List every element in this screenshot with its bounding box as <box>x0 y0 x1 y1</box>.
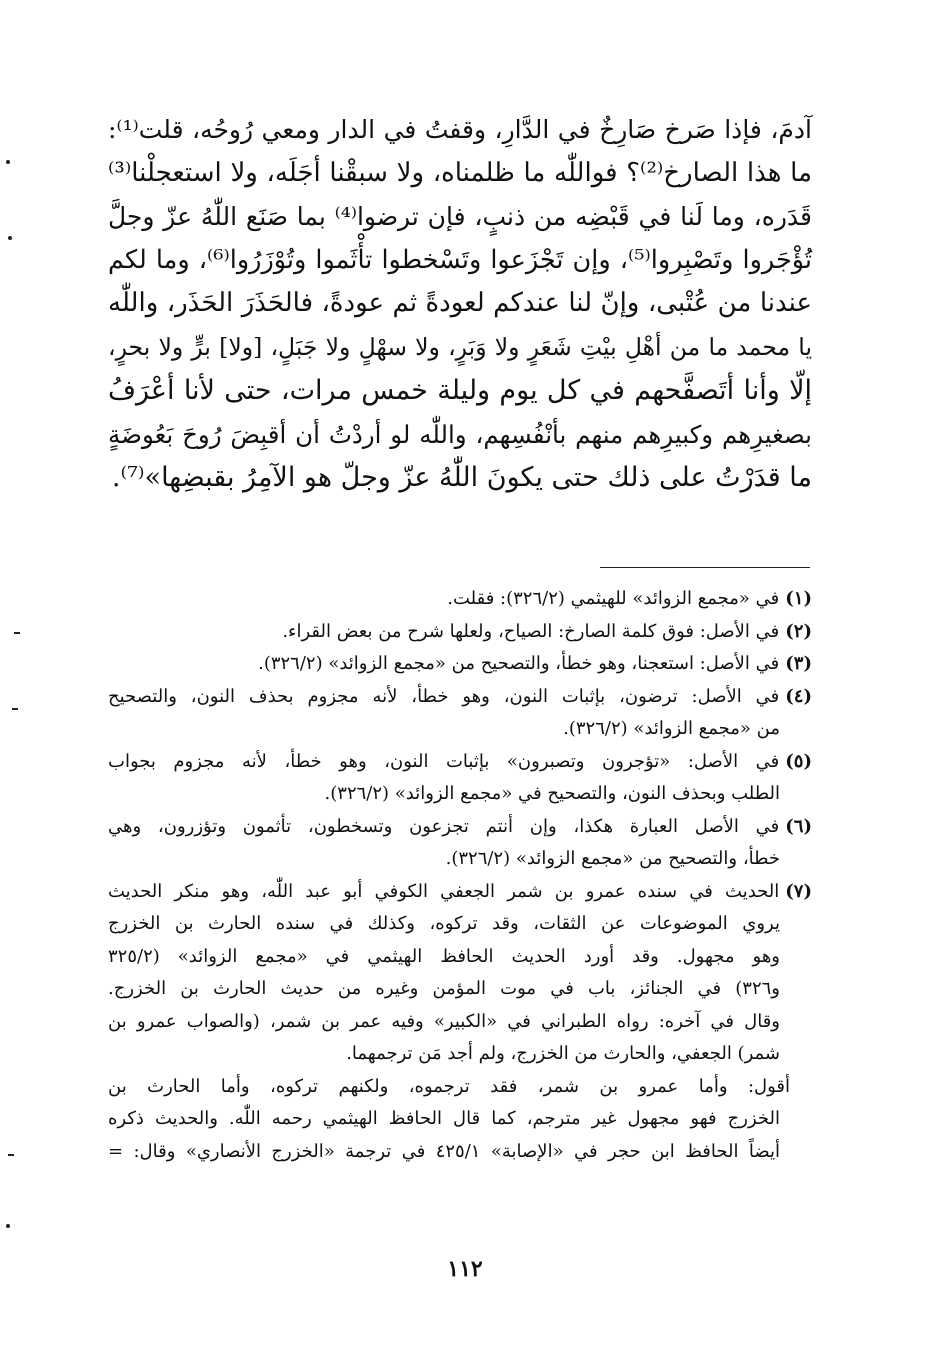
footnote-number: (٢) <box>785 620 812 642</box>
main-text-line: ما قدَرْتُ على ذلك حتى يكونَ اللّٰهُ عزّ وجلّ هو الآمِرُ بقبضِها»⁽⁷⁾. <box>111 462 812 493</box>
footnote-text: في الأصل: ترضون، بإثبات النون، وهو خطأ، لأنه مجزوم بحذف النون، والتصحيح <box>108 685 780 707</box>
footnote-number: (١) <box>785 588 812 609</box>
scan-speck <box>14 632 20 634</box>
scan-speck <box>8 1154 14 1156</box>
footnote-text: خطأ، والتصحيح من «مجمع الزوائد» (٣٢٦/٢). <box>445 848 780 869</box>
footnote-1 <box>108 583 812 616</box>
main-text-line: يا محمد ما من أهْلِ بيْتِ شَعَرٍ ولا وَبَرٍ، ولا سهْلٍ ولا جَبَلٍ، [ولا] برٍّ ولا بحرٍ، <box>108 332 812 361</box>
footnote-text: في الأصل العبارة هكذا، وإن أنتم تجزعون وتسخطون، تأثمون وتؤزرون، وهي <box>108 815 780 837</box>
main-text-line: بصغيرِهم وكبيرِهم منهم بأنْفُسِهم، واللّٰه لو أردْتُ أن أقبِضَ رُوحَ بَعُوضَةٍ <box>108 419 812 449</box>
footnote-text: في الأصل: فوق كلمة الصارخ: الصياح، ولعلها شرح من بعض القراء. <box>282 620 780 642</box>
footnote-text: وقال في آخره: رواه الطبراني في «الكبير» وفيه عمر بن شمر، (والصواب عمرو بن <box>108 1010 780 1032</box>
footnote-paragraph-line: أقول: وأما عمرو بن شمر، فقد ترجموه، ولكنهم تركوه، وأما الحارث بن <box>108 1075 790 1097</box>
main-text-line: آدمَ، فإذا صَرخ صَارِخٌ في الدَّارِ، وقفتُ في الدار ومعي رُوحُه، قلت⁽¹⁾: <box>108 115 812 144</box>
footnote-text: في الأصل: «تؤجرون وتصبرون» بإثبات النون، وهو خطأ، لأنه مجزوم بجواب <box>108 750 780 772</box>
footnote-text: شمر) الجعفي، والحارث من الخزرج، ولم أجد مَن ترجمهما. <box>346 1043 780 1064</box>
footnote-3 <box>108 648 812 681</box>
footnote-text: الحديث في سنده عمرو بن شمر الجعفي الكوفي أبو عبد اللّٰه، وهو منكر الحديث <box>108 880 780 902</box>
page-number: ١١٢ <box>447 1256 483 1282</box>
main-text-line: عندنا من عُتْبى، وإنّ لنا عندكم لعودةً ثم عودةً، فالحَذَرَ الحَذَر، واللّٰه <box>108 288 812 318</box>
footnote-5 <box>108 746 812 811</box>
footnote-text: وهو مجهول. وقد أورد الحديث الحافظ الهيثمي في «مجمع الزوائد» (٣٢٥/٢ <box>108 945 780 967</box>
footnote-text: الطلب وبحذف النون، والتصحيح في «مجمع الزوائد» (٣٢٦/٢). <box>324 783 780 804</box>
footnote-4 <box>108 681 812 746</box>
footnotes-block <box>108 583 812 1168</box>
footnote-7 <box>108 876 812 1169</box>
footnote-separator <box>600 567 810 568</box>
footnote-number: (٣) <box>785 653 812 674</box>
footnote-number: (٥) <box>785 750 812 772</box>
footnote-text: من «مجمع الزوائد» (٣٢٦/٢). <box>563 718 780 739</box>
footnote-number: (٦) <box>785 815 812 837</box>
main-text-line: إلّا وأنا أتَصفَّحهم في كل يوم وليلة خمس مرات، حتى لأنا أعْرَفُ <box>108 375 812 406</box>
footnote-text: و٣٢٦) في الجنائز، باب في موت المؤمن وغيره من حديث الحارث بن الخزرج. <box>108 978 780 999</box>
footnote-paragraph-line: الخزرج فهو مجهول غير مترجم، كما قال الحافظ الهيثمي رحمه اللّٰه. والحديث ذكره <box>108 1108 780 1129</box>
footnote-text: في «مجمع الزوائد» للهيثمي (٣٢٦/٢): فقلت. <box>447 588 780 609</box>
footnote-number: (٧) <box>785 880 812 902</box>
scan-speck <box>6 1224 10 1228</box>
main-text-line: قَدَره، وما لَنا في قَبْضِه من ذنبٍ، فإن ترضوا⁽⁴⁾ بما صَنَع اللّٰهُ عزّ وجلَّ <box>108 202 812 231</box>
scan-speck <box>6 160 10 164</box>
footnote-paragraph-line: أيضاً الحافظ ابن حجر في «الإصابة» ٤٢٥/١ في ترجمة «الخزرج الأنصاري» وقال: = <box>108 1140 780 1162</box>
main-text-block <box>108 108 812 500</box>
scan-speck <box>8 236 12 240</box>
footnote-6 <box>108 811 812 876</box>
footnote-text: في الأصل: استعجنا، وهو خطأ، والتصحيح من «مجمع الزوائد» (٣٢٦/٢). <box>258 653 780 674</box>
footnote-text: يروي الموضوعات عن الثقات، وقد تركوه، وكذلك في سنده الحارث بن الخزرج <box>108 913 780 934</box>
footnote-number: (٤) <box>785 685 812 707</box>
main-text-line: تُؤْجَروا وتَصْبِروا⁽⁵⁾، وإن تَجْزَعوا وتَسْخطوا تأْثَموا وتُوْزَرُوا⁽⁶⁾، وما لكم <box>108 244 813 275</box>
main-text-line: ما هذا الصارخ⁽²⁾؟ فواللّٰه ما ظلمناه، ولا سبقْنا أجَلَه، ولا استعجلْنا⁽³⁾ <box>108 157 812 188</box>
scan-speck <box>12 708 18 710</box>
footnote-2 <box>108 616 812 649</box>
